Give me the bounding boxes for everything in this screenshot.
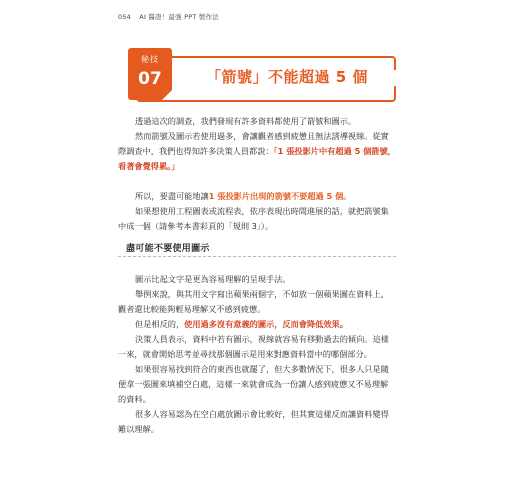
paragraph: 圖示比起文字是更為容易理解的呈現手法。 xyxy=(135,274,291,284)
highlight-text: 使用過多沒有意義的圖示，反而會降低效果。 xyxy=(184,319,348,329)
section1-body xyxy=(118,114,396,234)
chapter-banner xyxy=(118,48,404,104)
book-title: AI 醫證！最強 PPT 製作法 xyxy=(139,13,219,21)
running-header xyxy=(118,12,219,21)
paragraph: 決策人員表示，資料中若有圖示，視線就容易有移動過去的傾向。這樣一來，就會開始思考並尋找那個圖示是用來對應資料當中的哪個部分。 xyxy=(118,334,389,359)
badge-number: 07 xyxy=(138,69,162,89)
paragraph: 如果想使用工程圖表或流程表，依序表現出時間進展的話，就把箭號集中成一個（請參考本書彩頁的「規則 3」）。 xyxy=(118,206,389,231)
paragraph: 所以，要盡可能地讓1 張投影片出現的箭號不要超過 5 個。 xyxy=(135,191,352,201)
highlight-text: 「1 張投影片中有超過 5 個箭號，看著會覺得累。」 xyxy=(118,146,396,171)
tip-badge xyxy=(128,48,172,100)
section-subheading: 盡可能不要使用圖示 xyxy=(126,244,210,254)
paragraph: 透過這次的調查，我們發現有許多資料都使用了箭號和圖示。 xyxy=(135,116,357,126)
paragraph: 然而箭號及圖示若使用過多，會讓觀者感到疲憊且無法誘導視線。從實際調查中，我們也得知許多決策人員都說：「1 張投影片中有超過 5 個箭號，看著會覺得累。」 xyxy=(118,131,396,171)
badge-fold xyxy=(162,90,172,100)
chapter-title: 「箭號」不能超過 5 個 xyxy=(206,68,368,86)
paragraph: 很多人容易認為在空白處放圖示會比較好，但其實這樣反而讓資料變得難以理解。 xyxy=(118,409,389,434)
page-number: 054 xyxy=(118,13,132,21)
paragraph: 舉例來說，與其用文字寫出蘋果兩個字，不如放一個蘋果圖在資料上，觀者還比較能夠輕易理解又不感到疲憊。 xyxy=(118,289,389,314)
highlight-text: 1 張投影片出現的箭號不要超過 5 個 xyxy=(208,191,344,201)
paragraph: 如果很容易找到符合的東西也就罷了，但大多數情況下，很多人只是隨便拿一張圖來填補空白處，這樣一來就會成為一份讓人感到疲憊又不易理解的資料。 xyxy=(118,364,389,404)
badge-label: 秘技 xyxy=(141,55,159,64)
subheading-rule xyxy=(118,256,396,258)
paragraph: 但是相反的，使用過多沒有意義的圖示，反而會降低效果。 xyxy=(135,319,348,329)
section2-body xyxy=(118,272,396,437)
